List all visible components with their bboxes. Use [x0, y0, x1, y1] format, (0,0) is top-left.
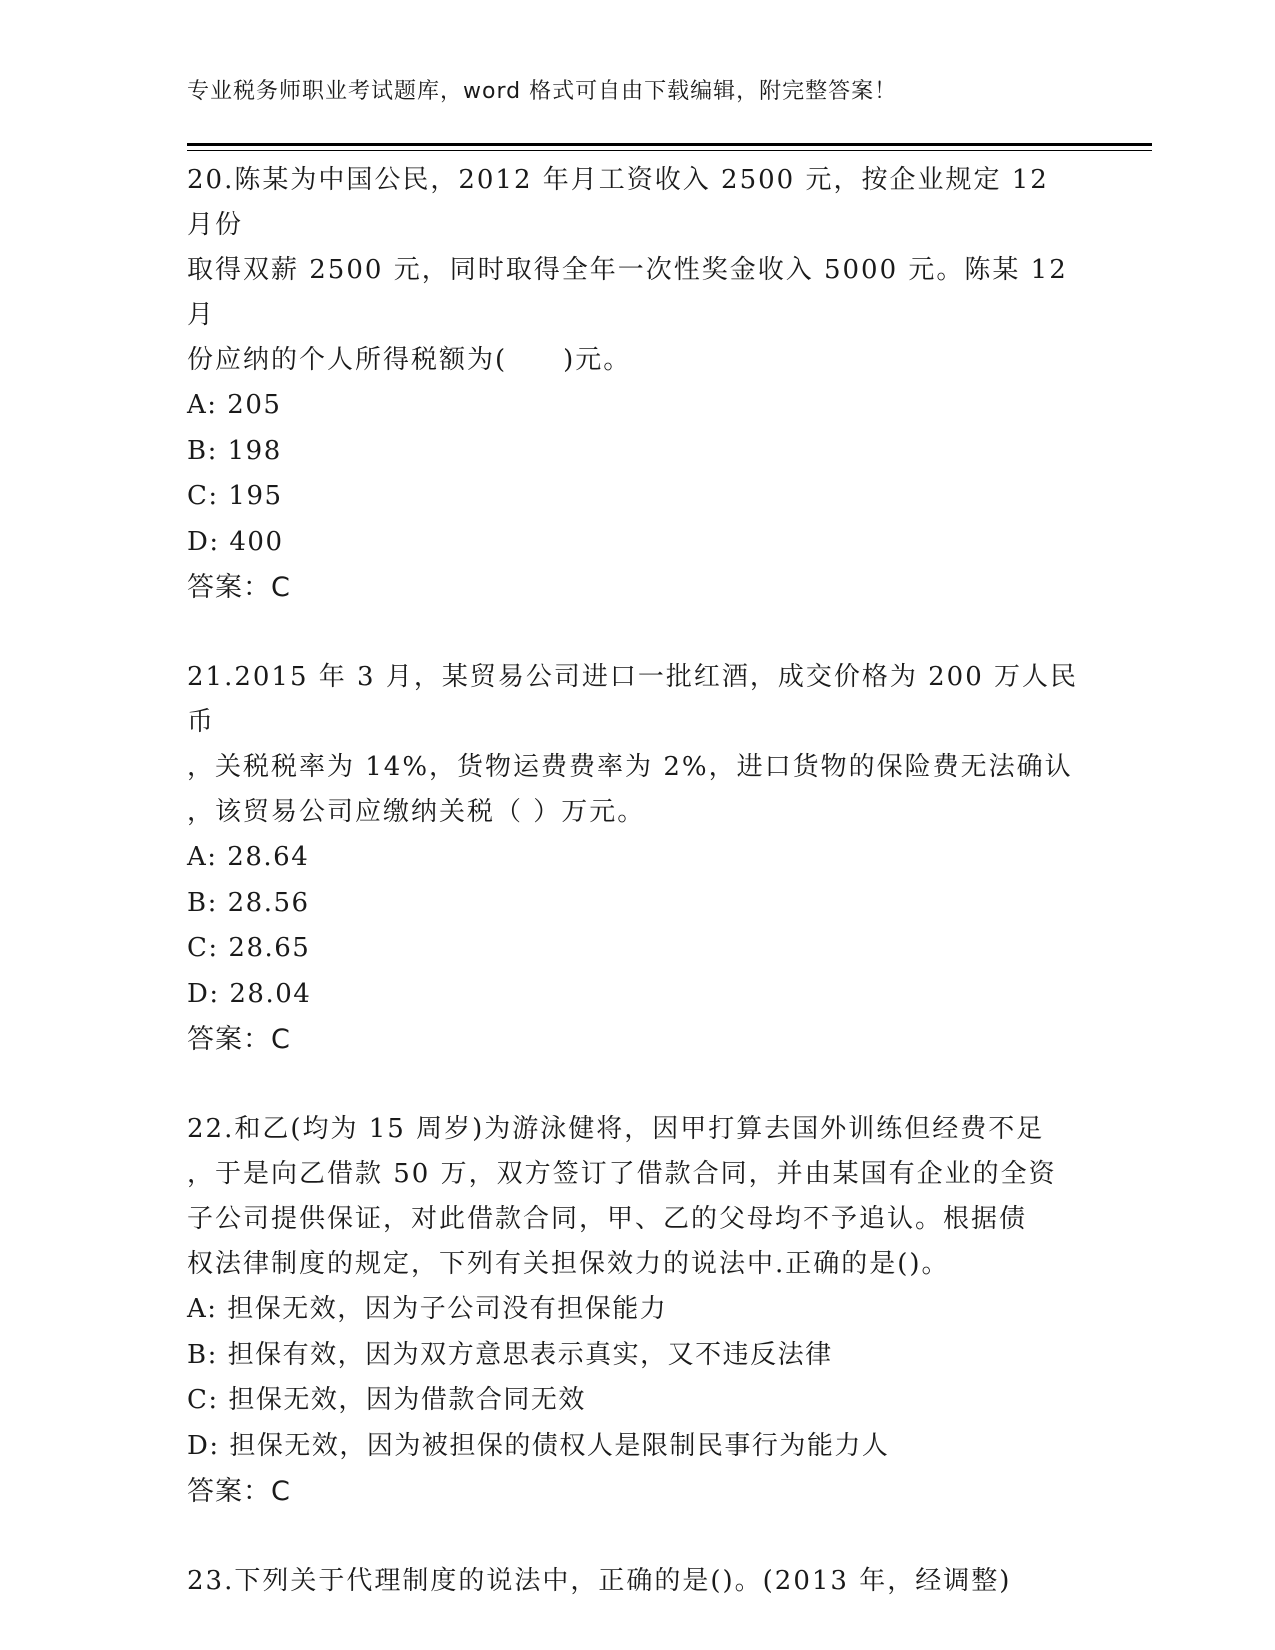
header-rule-thick: [187, 143, 1152, 146]
option-d: D: 担保无效，因为被担保的债权人是限制民事行为能力人: [187, 1430, 890, 1461]
option-a: A: 28.64: [187, 842, 310, 872]
option-b: B: 198: [187, 435, 282, 466]
option-d: D: 28.04: [187, 978, 312, 1009]
question-stem-line: 23.下列关于代理制度的说法中，正确的是()。(2013 年，经调整): [187, 1566, 1012, 1596]
header-rule-thin: [187, 150, 1152, 151]
question-stem-line: 权法律制度的规定，下列有关担保效力的说法中.正确的是()。: [187, 1249, 950, 1279]
option-b: B: 担保有效，因为双方意思表示真实，又不违反法律: [187, 1339, 833, 1370]
question-stem-line: 份应纳的个人所得税额为( )元。: [187, 345, 632, 375]
option-c: C: 195: [187, 481, 283, 511]
option-a: A: 205: [187, 390, 282, 420]
question-stem-line: 子公司提供保证，对此借款合同，甲、乙的父母均不予追认。根据债: [187, 1204, 1028, 1234]
question-stem-line: ，于是向乙借款 50 万，双方签订了借款合同，并由某国有企业的全资: [187, 1159, 1057, 1189]
question-list: [187, 158, 1087, 1604]
option-b: B: 28.56: [187, 887, 310, 918]
answer: 答案：C: [187, 1476, 291, 1507]
answer: 答案：C: [187, 1024, 291, 1055]
question-stem-line: 取得双薪 2500 元，同时取得全年一次性奖金收入 5000 元。陈某 12 月: [187, 255, 1068, 330]
question-23: [187, 1559, 1087, 1604]
option-a: A: 担保无效，因为子公司没有担保能力: [187, 1294, 668, 1324]
question-stem-line: 21.2015 年 3 月，某贸易公司进口一批红酒，成交价格为 200 万人民币: [187, 662, 1079, 737]
answer: 答案：C: [187, 572, 291, 603]
question-stem-line: 20.陈某为中国公民，2012 年月工资收入 2500 元，按企业规定 12 月份: [187, 165, 1049, 240]
question-20: [187, 158, 1087, 611]
page-header: 专业税务师职业考试题库，word 格式可自由下载编辑，附完整答案！: [187, 79, 898, 104]
question-stem-line: ，该贸易公司应缴纳关税（ ）万元。: [187, 797, 646, 827]
option-c: C: 担保无效，因为借款合同无效: [187, 1385, 586, 1415]
option-d: D: 400: [187, 526, 284, 557]
question-stem-line: 22.和乙(均为 15 周岁)为游泳健将，因甲打算去国外训练但经费不足: [187, 1114, 1045, 1144]
option-c: C: 28.65: [187, 933, 311, 963]
question-22: [187, 1107, 1087, 1515]
question-21: [187, 655, 1087, 1063]
question-stem-line: ，关税税率为 14%，货物运费费率为 2%，进口货物的保险费无法确认: [187, 752, 1073, 782]
